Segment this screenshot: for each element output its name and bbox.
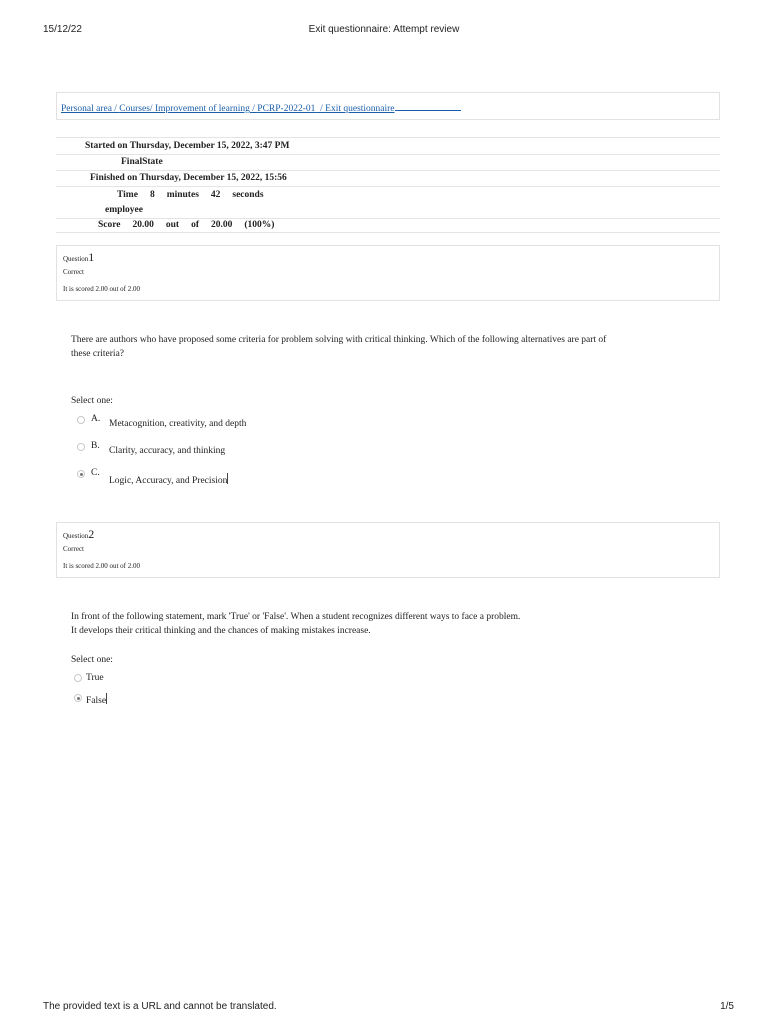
option-label: [86, 693, 107, 706]
page-number: 1/5: [720, 1001, 734, 1012]
breadcrumb-personal-area[interactable]: Personal area: [61, 104, 112, 114]
text-cursor: [106, 693, 107, 704]
breadcrumb-trailing-underline: [395, 101, 461, 111]
summary-time: [117, 190, 264, 200]
option-label: Clarity, accuracy, and thinking: [109, 446, 226, 456]
question-2-prompt: Select one:: [71, 655, 113, 665]
summary-time-label-2: employee: [105, 205, 143, 215]
radio-button[interactable]: [77, 416, 85, 424]
summary-started: Started on Thursday, December 15, 2022, 3:47 PM: [85, 141, 290, 151]
summary-time-minutes-unit: minutes: [166, 190, 199, 200]
summary-time-seconds-unit: seconds: [232, 190, 264, 200]
summary-time-row: [56, 186, 720, 218]
breadcrumb-course[interactable]: Improvement of learning: [154, 104, 250, 114]
question-1-state: Correct: [63, 268, 84, 276]
print-footer-note: The provided text is a URL and cannot be translated.: [43, 1001, 277, 1012]
question-1-prompt: Select one:: [71, 396, 113, 406]
summary-score-value: 20.00: [132, 220, 154, 230]
question-2-text: [71, 610, 671, 638]
radio-button-selected[interactable]: [74, 694, 82, 702]
print-header: [0, 24, 768, 38]
attempt-summary: [56, 137, 720, 233]
breadcrumb-exit-questionnaire[interactable]: Exit questionnaire: [325, 104, 395, 114]
summary-time-label: Time: [117, 190, 138, 200]
option-letter: A.: [91, 414, 101, 424]
summary-score-of: of: [191, 220, 200, 230]
question-1-info: [56, 245, 720, 301]
summary-score-out: out: [165, 220, 180, 230]
option-letter: C.: [91, 468, 100, 478]
summary-score: [98, 220, 274, 230]
radio-button[interactable]: [74, 674, 82, 682]
print-date: 15/12/22: [43, 24, 82, 35]
summary-score-row: [56, 218, 720, 233]
question-1-option-a[interactable]: [77, 416, 277, 430]
question-2-text-line-2: It develops their critical thinking and the chances of making mistakes increase.: [71, 626, 371, 636]
summary-finished: Finished on Thursday, December 15, 2022, 15:56: [90, 173, 287, 183]
text-cursor: [227, 473, 228, 484]
summary-started-row: [56, 137, 720, 154]
question-1-number-value: 1: [88, 250, 95, 264]
option-label: Metacognition, creativity, and depth: [109, 419, 247, 429]
question-2-number: [63, 527, 94, 542]
summary-score-max: 20.00: [211, 220, 233, 230]
question-1-text: There are authors who have proposed some criteria for problem solving with critical thinking. Which of the following alternatives are part of these criteria?: [71, 335, 607, 359]
question-2-option-false[interactable]: [74, 693, 174, 707]
question-2-text-line-1: In front of the following statement, mark 'True' or 'False'. When a student recognizes different ways to face a problem.: [71, 612, 521, 622]
summary-finished-row: [56, 170, 720, 186]
question-1-option-c[interactable]: [77, 470, 277, 484]
question-1-label: Question: [63, 255, 89, 263]
summary-time-seconds-value: 42: [210, 190, 221, 200]
breadcrumb-courses[interactable]: Courses: [119, 104, 150, 114]
option-label-text: Logic, Accuracy, and Precision: [109, 476, 228, 486]
option-label: True: [86, 673, 104, 683]
summary-score-label: Score: [98, 220, 121, 230]
print-title: Exit questionnaire: Attempt review: [308, 24, 460, 35]
breadcrumb: Personal area / Courses/ Improvement of learning / PCRP-2022-01 / Exit questionnaire: [56, 92, 720, 120]
question-2-state: Correct: [63, 545, 84, 553]
question-2-label: Question: [63, 532, 89, 540]
question-1-grade: It is scored 2.00 out of 2.00: [63, 285, 140, 293]
summary-time-minutes-value: 8: [149, 190, 155, 200]
summary-state: FinalState: [121, 157, 163, 167]
question-2-option-true[interactable]: [74, 673, 174, 687]
option-letter: B.: [91, 441, 100, 451]
radio-button[interactable]: [77, 443, 85, 451]
summary-score-percent: (100%): [244, 220, 275, 230]
option-label: [109, 473, 228, 486]
question-1-option-b[interactable]: [77, 443, 277, 457]
question-2-grade: It is scored 2.00 out of 2.00: [63, 562, 140, 570]
question-1-number: [63, 250, 94, 265]
question-2-number-value: 2: [88, 527, 95, 541]
question-2-info: [56, 522, 720, 578]
breadcrumb-course-code[interactable]: PCRP-2022-01: [257, 104, 316, 114]
summary-state-row: [56, 154, 720, 170]
radio-button-selected[interactable]: [77, 470, 85, 478]
option-label-text: False: [86, 696, 107, 706]
